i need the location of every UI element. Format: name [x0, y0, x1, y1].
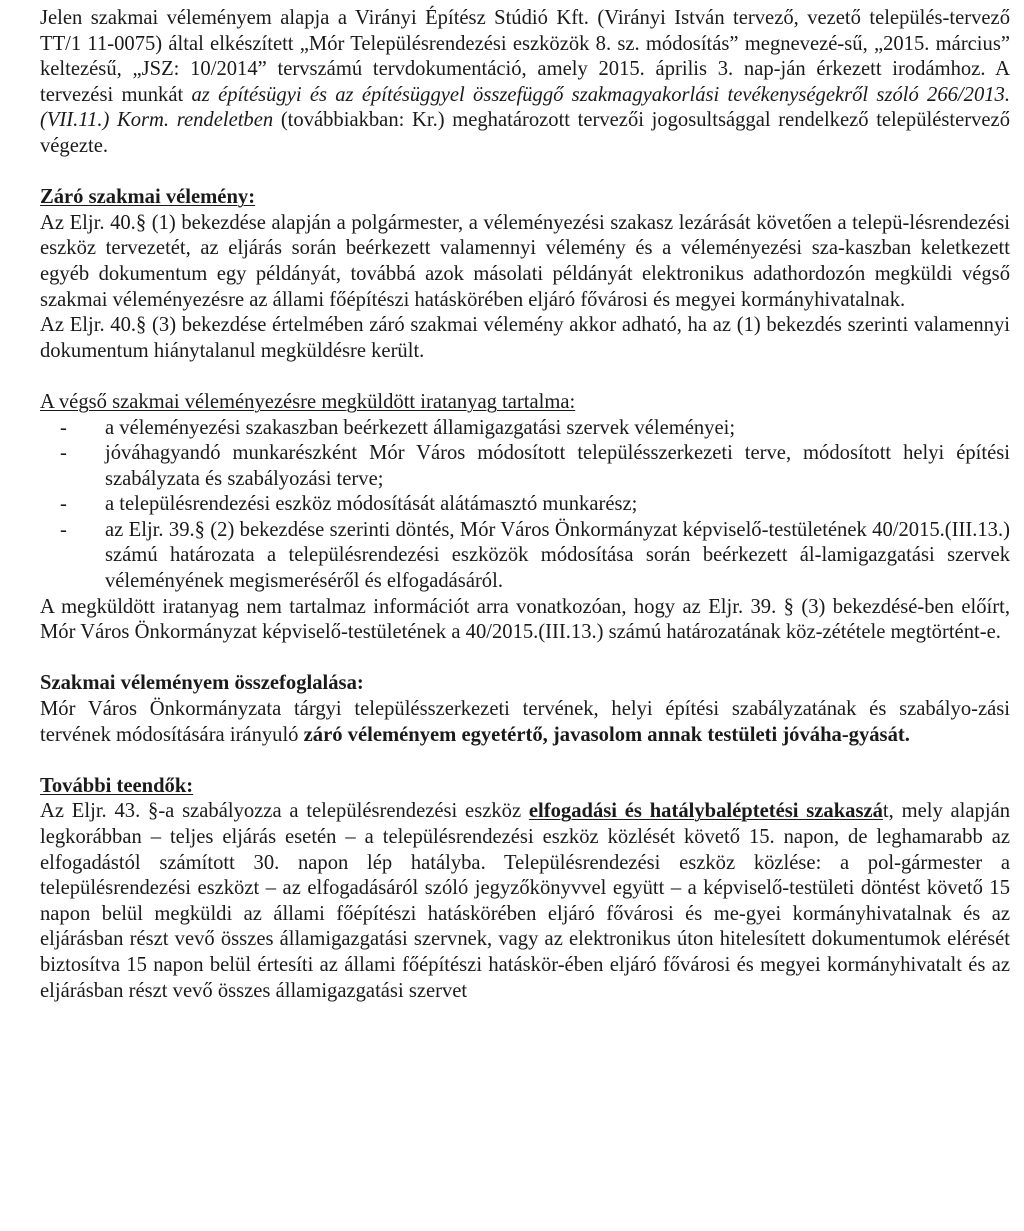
closing-opinion-paragraph-1: Az Eljr. 40.§ (1) bekezdése alapján a polgármester, a véleményezési szakasz lezárását követően a telepü-lésrendezési eszköz tervezetét, az eljárás során beérkezett valamennyi vélemény és a véleményezési sza-kaszban keletkezett egyéb dokumentum egy példányát, továbbá azok másolati példányát elektronikus adathordozón megküldi végső szakmai véleményezésre az állami főépítészi hatáskörében eljáró fővárosi és megyei kormányhivatalnak.: [40, 211, 1010, 311]
dash-bullet: -: [60, 442, 67, 465]
next-steps-emphasis: elfogadási és hatálybaléptetési szakaszá: [528, 800, 883, 823]
list-item: [40, 441, 1010, 492]
intro-text-1: Jelen szakmai véleményem alapja a Virányi Építész Stúdió Kft. (Virányi István tervező, vezető település-tervező TT/1 11-0075) által elkészített „Mór Településrendezési eszközök 8. sz. módosítás” megnevezé-sű, „2015. március” keltezésű, „JSZ: 10/2014” tervszámú tervdokumentáció, amely 2015. április 3. nap-ján érkezett irodámhoz. A tervezési munkát: [40, 7, 1010, 106]
next-steps-heading: További teendők:: [40, 774, 194, 797]
summary-text: Mór Város Önkormányzata tárgyi településszerkezeti tervének, helyi építési szabályzatának és szabályo-zási tervének módosítására irányuló: [40, 698, 1010, 746]
list-item-text: az Eljr. 39.§ (2) bekezdése szerinti döntés, Mór Város Önkormányzat képviselő-testületének 40/2015.(III.13.) számú határozata a településrendezési eszközök módosítása során beérkezett ál-lamigazgatási szervek véleményének megismeréséről és elfogadásáról.: [105, 518, 1010, 593]
list-item-text: jóváhagyandó munkarészként Mór Város módosított településszerkezeti terve, módosított helyi építési szabályzata és szabályozási terve;: [105, 442, 1010, 490]
dash-bullet: -: [60, 493, 67, 516]
list-item-text: a véleményezési szakaszban beérkezett államigazgatási szervek véleményei;: [105, 416, 736, 439]
next-steps-section: [40, 774, 1010, 1004]
documents-heading: A végső szakmai véleményezésre megküldött iratanyag tartalma:: [40, 390, 576, 413]
intro-text-2: (továbbiakban: Kr.) meghatározott tervezői jogosultsággal rendelkező településtervező végezte.: [40, 109, 1010, 157]
closing-opinion-heading: Záró szakmai vélemény:: [40, 186, 256, 209]
next-steps-text-2: t, mely alapján legkorábban – teljes eljárás esetén – a településrendezési eszköz közlését követő 15. napon, de leghamarabb az elfogadástól számított 30. napon lép hatályba. Településrendezési eszköz közlése: a pol-gármester a településrendezési eszközt – az elfogadásáról szóló jegyzőkönyvvel együtt – a képviselő-testületi döntést követő 15 napon belül megküldi az állami főépítészi hatáskörében eljáró fővárosi és me-gyei kormányhivatalnak és az eljárásban részt vevő összes államigazgatási szervnek, vagy az elektronikus úton hitelesített dokumentumok elérését biztosítva 15 napon belül értesíti az állami főépítészi hatáskör-ében eljáró fővárosi és megyei kormányhivatalt és az eljárásban részt vevő összes államigazgatási szervet: [40, 800, 1010, 1002]
summary-section: [40, 671, 1010, 748]
list-item-text: a településrendezési eszköz módosítását alátámasztó munkarész;: [105, 493, 638, 516]
intro-regulation-italic: az építésügyi és az építésüggyel összefüggő szakmagyakorlási tevékenységekről szóló 266/2013. (VII.11.) Korm. rendeletben: [40, 83, 1010, 132]
dash-bullet: -: [60, 518, 67, 541]
intro-paragraph: [40, 6, 1010, 160]
documents-list: [40, 416, 1010, 595]
next-steps-text-1: Az Eljr. 43. §-a szabályozza a településrendezési eszköz: [40, 800, 529, 823]
list-item: [40, 518, 1010, 595]
closing-opinion-paragraph-2: Az Eljr. 40.§ (3) bekezdése értelmében záró szakmai vélemény akkor adható, ha az (1) bekezdés szerinti valamennyi dokumentum hiánytalanul megküldésre került.: [40, 314, 1010, 362]
summary-heading: Szakmai véleményem összefoglalása:: [40, 672, 364, 695]
list-item: [40, 492, 1010, 518]
documents-section: [40, 390, 1010, 646]
list-item: [40, 416, 1010, 442]
summary-paragraph: [40, 697, 1010, 748]
next-steps-paragraph: [40, 799, 1010, 1004]
summary-conclusion-bold: záró véleményem egyetértő, javasolom annak testületi jóváha-gyását.: [303, 723, 910, 746]
documents-note: A megküldött iratanyag nem tartalmaz információt arra vonatkozóan, hogy az Eljr. 39. § (3) bekezdésé-ben előírt, Mór Város Önkormányzat képviselő-testületének a 40/2015.(III.13.) számú határozatának köz-zététele megtörtént-e.: [40, 595, 1010, 644]
dash-bullet: -: [60, 416, 67, 439]
closing-opinion-section: [40, 185, 1010, 364]
